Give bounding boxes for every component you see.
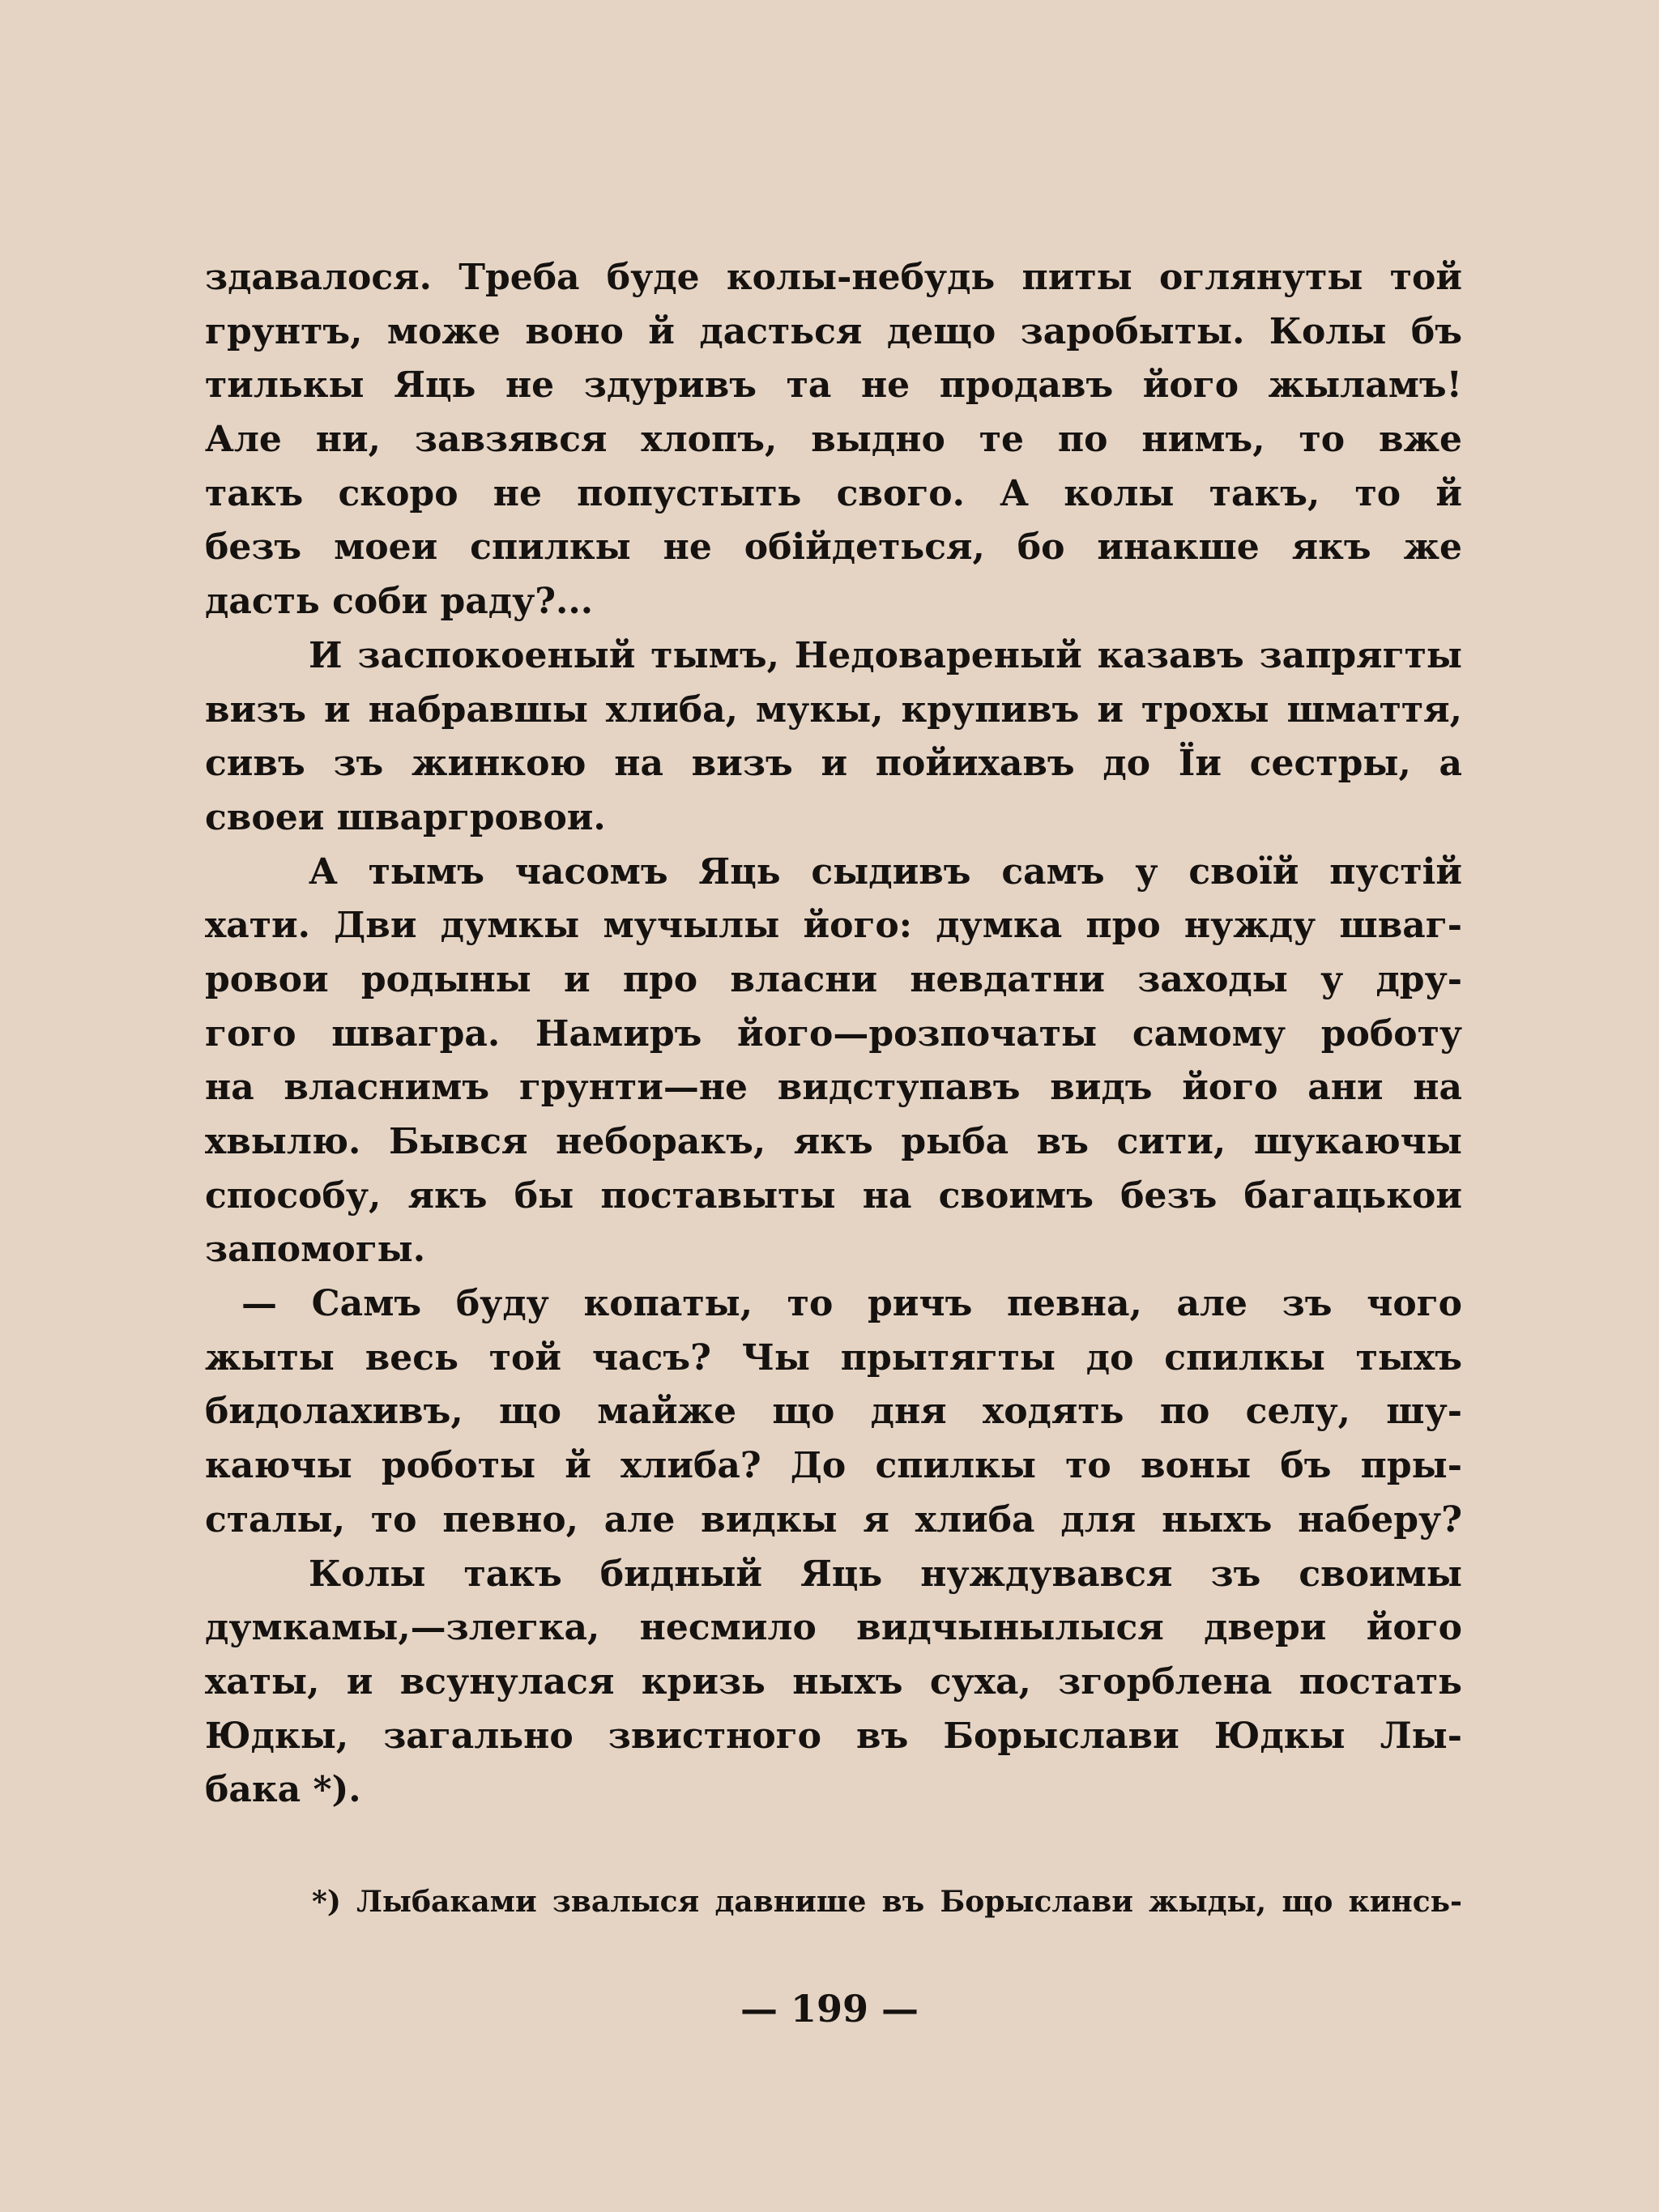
text-line: такъ скоро не попустыть свого. А колы такъ, то й	[205, 472, 1462, 514]
text-line: бидолахивъ, що майже що дня ходять по селу, шу-	[205, 1391, 1462, 1433]
text-line: ровои родыны и про власни невдатни заходы у дру-	[205, 958, 1462, 1000]
text-line: запомогы.	[205, 1229, 426, 1271]
text-line: на власнимъ грунти—не видступавъ видъ його ани на	[205, 1067, 1462, 1109]
text-line: грунтъ, може воно й дасться дещо заробыты. Колы бъ	[205, 310, 1462, 352]
text-line: сталы, то певно, але видкы я хлиба для ныхъ наберу?	[205, 1498, 1462, 1541]
text-line: Юдкы, загально звистного въ Борыслави Юдкы Лы-	[205, 1715, 1462, 1757]
text-line: дасть соби раду?...	[205, 581, 594, 623]
text-line: своеи шваргровои.	[205, 796, 606, 838]
page-number: — 199 —	[740, 1987, 919, 2031]
text-line: жыты весь той часъ? Чы прытягты до спилкы тыхъ	[205, 1336, 1462, 1379]
text-line: гого швагра. Намиръ його—розпочаты самому роботу	[205, 1012, 1462, 1055]
text-line: безъ моеи спилкы не обійдеться, бо инакше якъ же	[205, 526, 1462, 569]
text-line: способу, якъ бы поставыты на своимъ безъ багацькои	[205, 1174, 1462, 1217]
text-line: хвылю. Бывся неборакъ, якъ рыба въ сити, шукаючы	[205, 1121, 1462, 1162]
text-line: — Самъ буду копаты, то ричъ певна, але зъ чого	[241, 1283, 1462, 1325]
text-line: тилькы Яць не здуривъ та не продавъ його жыламъ!	[205, 364, 1462, 407]
text-line: хати. Дви думкы мучылы його: думка про нужду шваг-	[205, 905, 1462, 947]
text-line: каючы роботы й хлиба? До спилкы то воны бъ пры-	[205, 1445, 1462, 1487]
text-line: А тымъ часомъ Яць сыдивъ самъ у своїй пустій	[309, 850, 1462, 893]
text-line: сивъ зъ жинкою на визъ и пойихавъ до Їи сестры, а	[205, 743, 1462, 785]
text-line: Але ни, завзявся хлопъ, выдно те по нимъ, то вже	[205, 419, 1462, 461]
text-line: здавалося. Треба буде колы-небудь питы оглянуты той	[205, 257, 1462, 298]
text-line: думкамы,—злегка, несмило видчынылыся двери його	[205, 1607, 1462, 1649]
text-line: И заспокоеный тымъ, Недовареный казавъ запрягты	[309, 634, 1462, 676]
text-line: хаты, и всунулася кризь ныхъ суха, згорблена постать	[205, 1660, 1462, 1703]
text-line: бака *).	[205, 1769, 361, 1811]
text-line: Колы такъ бидный Яць нуждувався зъ своимы	[309, 1553, 1462, 1595]
body-text	[205, 251, 1462, 1818]
footnote: *) Лыбаками звалыся давнише въ Борыслави жыды, що кинсь-	[312, 1885, 1462, 1919]
text-line: визъ и набравшы хлиба, мукы, крупивъ и трохы шмаття,	[205, 688, 1462, 731]
